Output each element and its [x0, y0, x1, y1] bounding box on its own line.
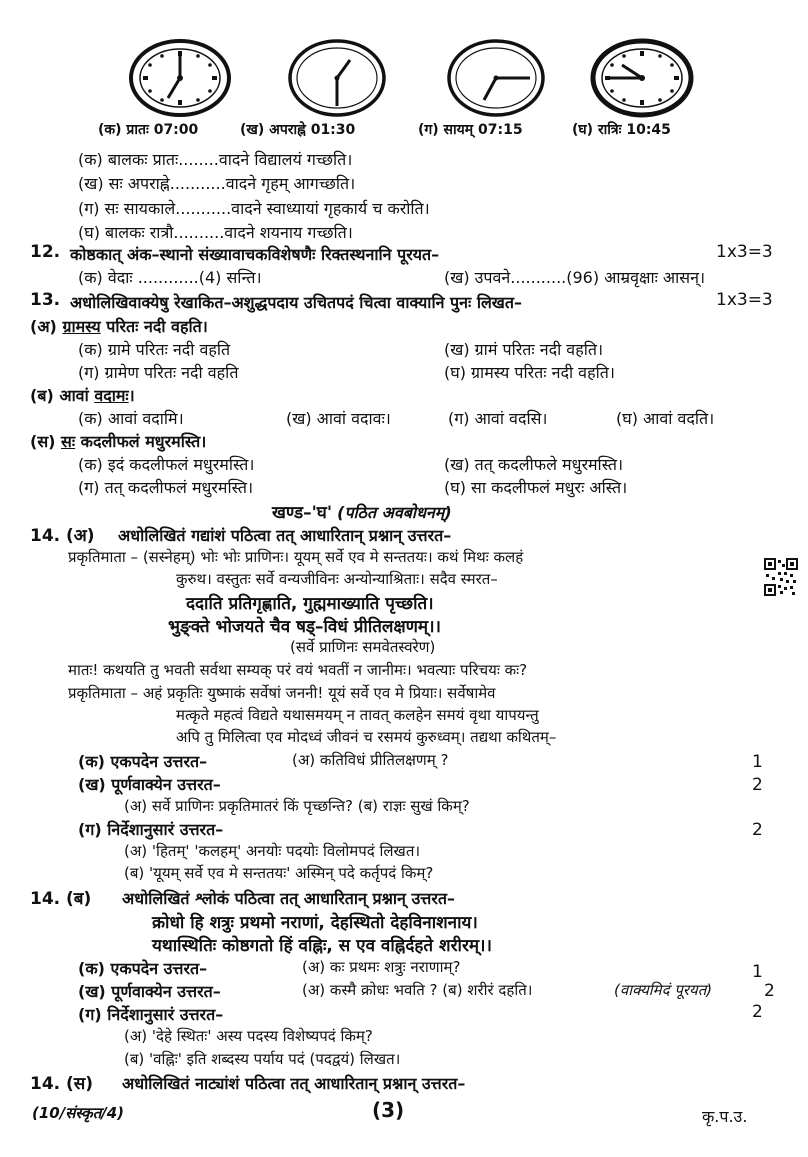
- q13-b-option-4: (घ) आवां वदति।: [616, 409, 715, 428]
- q14a-passage-line-1: प्रकृतिमाता – (सस्नेहम्) भोः भोः प्राणिनः। यूयम् सर्वे एव मे सन्ततयः। कथं मिथः कलहं: [68, 548, 524, 566]
- q12-number: 12.: [30, 242, 61, 262]
- q13-a-option-1: (क) ग्रामे परितः नदी वहति: [78, 340, 231, 359]
- q14a-number: 14. (अ): [30, 526, 95, 546]
- q14a-k-question: (अ) कतिविधं प्रीतिलक्षणम् ?: [292, 751, 449, 769]
- footer-paper-code: (10/संस्कृत/4): [32, 1104, 125, 1122]
- q14b-kh-marks: 2: [764, 981, 775, 1001]
- q14c-number: 14. (स): [30, 1074, 94, 1094]
- q11-item-c: (ग) सः सायकाले...........वादने स्वाध्यायां गृहकार्य च करोति।: [78, 199, 430, 218]
- q11-item-d: (घ) बालकः रात्रौ..........वादने शयनाय गच्छति।: [78, 223, 353, 242]
- clock-illustrations: [0, 38, 808, 118]
- q14a-verse-line-1: ददाति प्रतिगृह्णाति, गुह्ममाख्याति पृच्छति।: [186, 594, 434, 614]
- q14b-verse-line-1: क्रोधो हि शत्रुः प्रथमो नराणां, देहस्थितो देहविनाशनाय।: [152, 913, 478, 933]
- q14a-kh-question: (अ) सर्वे प्राणिनः प्रकृतिमातरं किं पृच्छन्ति? (ब) राज्ञः सुखं किम्?: [124, 797, 470, 815]
- q12-item-b: (ख) उपवने...........(96) आम्रवृक्षाः आसन्।: [444, 268, 706, 287]
- clock-caption-b: (ख) अपराह्ने 01:30: [240, 122, 356, 138]
- q11-item-b: (ख) सः अपराह्ने...........वादने गृहम् आगच्छति।: [78, 174, 356, 193]
- q14a-verse-line-2: भुङ्क्ते भोजयते चैव षड्–विधं प्रीतिलक्षणम्।।: [168, 617, 441, 637]
- q14a-g-question-2: (ब) 'यूयम् सर्वे एव मे सन्ततयः' अस्मिन् पदे कर्तृपदं किम्?: [124, 864, 434, 882]
- q12-item-a: (क) वेदाः ............(4) सन्ति।: [78, 268, 262, 287]
- q13-marks: 1x3=3: [716, 290, 773, 310]
- q13-a-sentence: [30, 315, 208, 337]
- q14b-kh-label: (ख) पूर्णवाक्येन उत्तरत–: [78, 982, 221, 1001]
- qr-code-icon: [764, 558, 798, 596]
- q14b-g-question-1: (अ) 'देहे स्थितः' अस्य पदस्य विशेष्यपदं किम्?: [124, 1027, 373, 1045]
- q14b-verse-line-2: यथास्थितिः कोष्ठगतो हिं वह्निः, स एव वह्निर्दहते शरीरम्।।: [152, 936, 492, 956]
- q14a-chorus: (सर्वे प्राणिनः समवेतस्वरेण): [290, 638, 436, 656]
- footer-page-number: (3): [372, 1098, 405, 1122]
- q13-c-option-4: (घ) सा कदलीफलं मधुरः अस्ति।: [444, 478, 628, 497]
- q14a-passage2-line-3: मत्कृते महत्वं विद्यते यथासमयम् न तावत् कलहेन समयं वृथा यापयन्तु: [176, 706, 539, 724]
- q14a-g-question-1: (अ) 'हितम्' 'कलहम्' अनयोः पदयोः विलोमपदं लिखत।: [124, 842, 421, 860]
- q14a-g-label: (ग) निर्देशानुसारं उत्तरत–: [78, 820, 224, 839]
- q14a-kh-label: (ख) पूर्णवाक्येन उत्तरत–: [78, 775, 221, 794]
- q14a-k-label: (क) एकपदेन उत्तरत–: [78, 752, 208, 771]
- q14a-k-marks: 1: [752, 752, 763, 772]
- clock-icon-10-45: [590, 38, 694, 118]
- q13-a-option-2: (ख) ग्रामं परितः नदी वहति।: [444, 340, 604, 359]
- q13-number: 13.: [30, 290, 61, 310]
- q14a-g-marks: 2: [752, 820, 763, 840]
- clock-icon-7-15: [446, 38, 546, 118]
- q14a-passage2-line-2: प्रकृतिमाता – अहं प्रकृतिः युष्माकं सर्वेषां जननी! यूयं सर्वे एव मे प्रियाः। सर्वेषामेव: [68, 684, 496, 702]
- q14b-number: 14. (ब): [30, 889, 92, 909]
- q13-b-option-2: (ख) आवां वदावः।: [286, 409, 391, 428]
- q14b-g-question-2: (ब) 'वह्निः' इति शब्दस्य पर्याय पदं (पदद्वयं) लिखत।: [124, 1050, 401, 1068]
- section-header: [272, 500, 452, 523]
- footer-pto: कृ.प.उ.: [702, 1107, 748, 1126]
- q13-a-option-4: (घ) ग्रामस्य परितः नदी वहति।: [444, 363, 615, 382]
- q13-c-underlined-word: सः: [61, 432, 76, 451]
- q13-b-end: ।: [128, 386, 135, 405]
- q13-c-sentence: [30, 430, 206, 452]
- clock-icon-7-00: [128, 38, 232, 118]
- q13-b-option-3: (ग) आवां वदसि।: [448, 409, 548, 428]
- q13-b-sentence: [30, 384, 135, 406]
- section-subtitle: (पठित अवबोधनम्): [337, 503, 452, 522]
- section-title: खण्ड–'घ': [272, 503, 333, 523]
- clock-caption-d: (घ) रात्रिः 10:45: [572, 122, 671, 138]
- q14b-instruction: अधोलिखितं श्लोकं पठित्वा तत् आधारितान् प्रश्नान् उत्तरत–: [122, 889, 455, 908]
- q14a-passage-line-2: कुरुथ। वस्तुतः सर्वे वन्यजीविनः अन्योन्याश्रिताः। सदैव स्मरत–: [176, 570, 498, 588]
- q14b-k-question: (अ) कः प्रथमः शत्रुः नराणाम्?: [302, 958, 461, 976]
- q13-c-label: (स): [30, 432, 56, 451]
- q14b-k-marks: 1: [752, 962, 763, 982]
- q14b-g-marks: 2: [752, 1002, 763, 1022]
- q13-a-label: (अ): [30, 317, 57, 336]
- q13-c-option-1: (क) इदं कदलीफलं मधुरमस्ति।: [78, 455, 255, 474]
- q13-b-underlined-word: वदामः: [94, 386, 129, 405]
- q14a-passage2-line-1: मातः! कथयति तु भवती सर्वथा सम्यक् परं वयं भवतीं न जानीमः। भवत्याः परिचयः कः?: [68, 661, 528, 679]
- q14a-kh-marks: 2: [752, 775, 763, 795]
- q13-c-option-2: (ख) तत् कदलीफले मधुरमस्ति।: [444, 455, 624, 474]
- q13-c-rest: कदलीफलं मधुरमस्ति।: [80, 432, 207, 451]
- q14b-kh-note: (वाक्यमिदं पूरयत): [614, 981, 713, 999]
- q14a-passage2-line-4: अपि तु मिलित्वा एव मोदध्वं जीवनं च रसमयं कुरुध्वम्। तद्यथा कथितम्–: [176, 728, 557, 746]
- q14b-g-label: (ग) निर्देशानुसारं उत्तरत–: [78, 1005, 224, 1024]
- q13-instruction: अधोलिखिवाक्येषु रेखाकित–अशुद्धपदाय उचितपदं चित्वा वाक्यानि पुनः लिखत–: [70, 293, 523, 312]
- clock-icon-1-30: [287, 38, 387, 118]
- q13-b-label: (ब) आवां: [30, 386, 89, 405]
- q11-item-a: (क) बालकः प्रातः........वादने विद्यालयं गच्छति।: [78, 150, 353, 169]
- q13-a-underlined-word: ग्रामस्य: [62, 317, 101, 336]
- q13-a-option-3: (ग) ग्रामेण परितः नदी वहति: [78, 363, 239, 382]
- q12-marks: 1x3=3: [716, 242, 773, 262]
- q13-c-option-3: (ग) तत् कदलीफलं मधुरमस्ति।: [78, 478, 254, 497]
- q12-instruction: कोष्ठकात् अंक–स्थानो संख्यावाचकविशेषणैः रिक्तस्थनानि पूरयत–: [70, 245, 440, 264]
- q14b-kh-question: (अ) कस्मै क्रोधः भवति ? (ब) शरीरं दहति।: [302, 981, 533, 999]
- clock-caption-c: (ग) सायम् 07:15: [418, 122, 523, 138]
- q14a-instruction: अधोलिखितं गद्यांशं पठित्वा तत् आधारितान् प्रश्नान् उत्तरत–: [118, 526, 452, 545]
- clock-caption-a: (क) प्रातः 07:00: [98, 122, 199, 138]
- q13-b-option-1: (क) आवां वदामि।: [78, 409, 184, 428]
- q13-a-rest: परितः नदी वहति।: [106, 317, 208, 336]
- q14c-instruction: अधोलिखितं नाट्यांशं पठित्वा तत् आधारितान् प्रश्नान् उत्तरत–: [122, 1074, 466, 1093]
- q14b-k-label: (क) एकपदेन उत्तरत–: [78, 959, 208, 978]
